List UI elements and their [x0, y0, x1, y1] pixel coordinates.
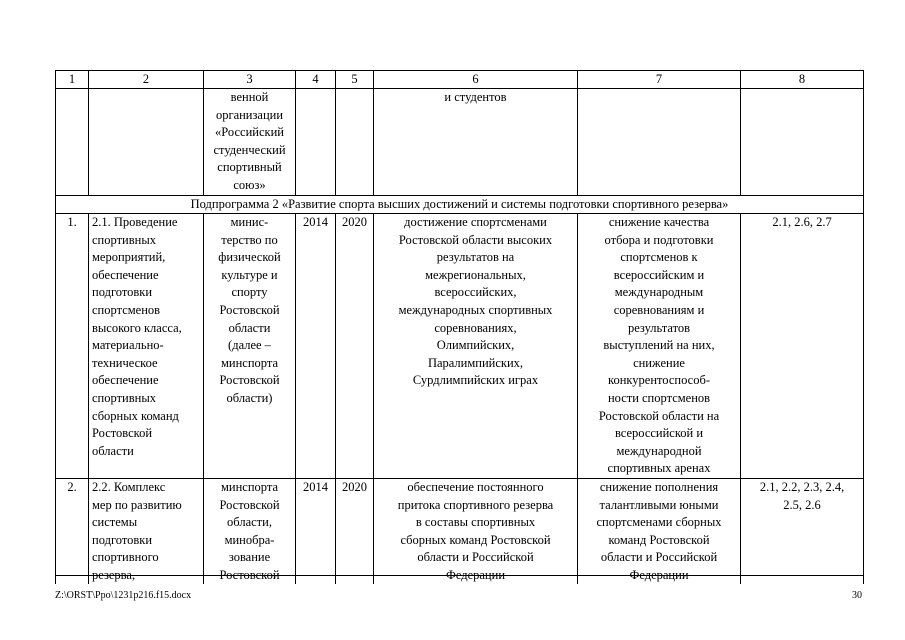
cell-line: Ростовской области высоких: [398, 232, 553, 247]
cell-line: венной: [230, 90, 269, 104]
cell-line: спортивных: [92, 232, 156, 247]
cell-line: спортивного: [92, 550, 159, 565]
header-cell: 7: [578, 71, 741, 89]
cell-line: 2.1. Проведение: [92, 215, 178, 229]
cell-line: Ростовской: [92, 426, 153, 441]
header-cell: 8: [741, 71, 864, 89]
cell-line: культуре и: [221, 267, 278, 282]
table-cell: [578, 89, 741, 196]
consequences-cell: [578, 478, 741, 584]
cell-line: области и Российской: [417, 550, 534, 565]
cell-line: международным: [614, 285, 704, 300]
cell-line: обеспечение: [92, 373, 159, 388]
table-cell: [336, 89, 374, 196]
cell-line: материально-: [92, 338, 164, 353]
cell-line: области: [228, 320, 271, 335]
table-row: [56, 478, 864, 584]
cell-line: физической: [218, 250, 281, 265]
cell-line: обеспечение: [92, 267, 159, 282]
cell-line: минспорта: [220, 479, 279, 494]
cell-line: снижение: [633, 355, 685, 370]
header-cell: 5: [336, 71, 374, 89]
cell-line: выступлений на них,: [603, 338, 715, 353]
cell-line: минис-: [230, 215, 269, 229]
cell-line: международной: [616, 443, 702, 458]
cell-line: спортивных: [92, 390, 156, 405]
cell-line: Ростовской: [219, 373, 280, 388]
table-cell: [89, 89, 204, 196]
cell-line: организации: [215, 107, 284, 122]
cell-line: 2.5, 2.6: [783, 497, 821, 512]
cell-line: области и Российской: [600, 550, 718, 565]
row-number: 2.: [56, 478, 89, 584]
cell-line: Ростовской: [219, 497, 280, 512]
result-cell: [374, 478, 578, 584]
subprogram-row: [56, 196, 864, 214]
header-row: [56, 71, 864, 89]
table-bottom-rule: [55, 575, 863, 576]
cell-line: снижение качества: [608, 215, 710, 229]
consequences-cell: [578, 214, 741, 479]
cell-line: спортивный: [217, 160, 282, 175]
cell-line: терство по: [221, 232, 278, 247]
cell-line: Ростовской: [219, 567, 280, 582]
cell-line: Сурдлимпийских играх: [412, 373, 539, 388]
cell-line: области,: [227, 515, 272, 530]
cell-line: области): [226, 390, 273, 405]
cell-line: межрегиональных,: [425, 267, 526, 282]
cell-line: результатов: [627, 320, 691, 335]
cell-line: подготовки: [92, 532, 153, 547]
cell-line: отбора и подготовки: [604, 232, 714, 247]
cell-line: системы: [92, 515, 138, 530]
cell-line: всероссийской и: [614, 426, 704, 441]
executor-cell: [204, 214, 296, 479]
subprogram-title: Подпрограмма 2 «Развитие спорта высших достижений и системы подготовки спортивного резерва»: [56, 196, 864, 214]
cell-line: 2.1, 2.6, 2.7: [772, 215, 832, 229]
event-cell: [89, 214, 204, 479]
cell-line: студенческий: [213, 142, 286, 157]
cell-line: сборных команд: [92, 408, 179, 423]
cell-line: Олимпийских,: [436, 338, 515, 353]
header-cell: 3: [204, 71, 296, 89]
executor-cell: [204, 478, 296, 584]
cell-line: Паралимпийских,: [427, 355, 524, 370]
cell-line: достижение спортсменами: [404, 215, 547, 229]
executor-cell: [204, 89, 296, 196]
cell-line: команд Ростовской: [608, 532, 710, 547]
cell-line: (далее –: [228, 338, 271, 353]
cell-line: 2.2. Комплекс: [92, 479, 166, 494]
indicators-cell: [741, 214, 864, 479]
cell-line: мер по развитию: [92, 497, 182, 512]
cell-line: зование: [228, 550, 271, 565]
cell-line: минспорта: [220, 355, 279, 370]
cell-line: спортсменов: [92, 302, 161, 317]
footer-page-number: 30: [852, 590, 862, 601]
cell-line: всероссийским и: [613, 267, 705, 282]
result-cell: [374, 89, 578, 196]
event-cell: [89, 478, 204, 584]
end-year: 2020: [336, 214, 374, 479]
cell-line: конкурентоспособ-: [608, 373, 710, 388]
cell-line: притока спортивного резерва: [397, 497, 554, 512]
cell-line: талантливыми юными: [599, 497, 719, 512]
cell-line: сборных команд Ростовской: [400, 532, 551, 547]
result-cell: [374, 214, 578, 479]
cell-line: области: [92, 443, 134, 458]
cell-line: и студентов: [444, 90, 507, 104]
cell-line: «Российский: [215, 125, 284, 140]
end-year: 2020: [336, 478, 374, 584]
cell-line: соревнованиям и: [613, 302, 705, 317]
cell-line: Ростовской: [219, 302, 280, 317]
header-cell: 1: [56, 71, 89, 89]
cell-line: союз»: [233, 177, 266, 192]
indicators-cell: [741, 478, 864, 584]
cell-line: обеспечение постоянного: [407, 479, 544, 494]
cell-line: в составы спортивных: [415, 515, 536, 530]
cell-line: Федерации: [445, 567, 506, 582]
cell-line: ности спортсменов: [607, 390, 711, 405]
cell-line: международных спортивных: [398, 302, 553, 317]
header-cell: 2: [89, 71, 204, 89]
cell-line: снижение пополнения: [599, 479, 719, 494]
cell-line: соревнованиях,: [434, 320, 517, 335]
cell-line: резерва,: [92, 567, 136, 582]
row-number: 1.: [56, 214, 89, 479]
cell-line: спортсменов к: [620, 250, 698, 265]
table-cell: [56, 89, 89, 196]
cell-line: высокого класса,: [92, 320, 182, 335]
program-table: [55, 70, 864, 584]
table-cell: [296, 89, 336, 196]
cell-line: минобра-: [224, 532, 275, 547]
start-year: 2014: [296, 478, 336, 584]
cell-line: мероприятий,: [92, 250, 166, 265]
cell-line: Ростовской области на: [598, 408, 720, 423]
cell-line: подготовки: [92, 285, 153, 300]
cell-line: 2.1, 2.2, 2.3, 2.4,: [759, 479, 845, 494]
table-row: [56, 214, 864, 479]
footer-file-path: Z:\ORST\Ppo\1231p216.f15.docx: [55, 590, 192, 601]
cell-line: спортсменами сборных: [596, 515, 722, 530]
cell-line: техническое: [92, 355, 158, 370]
cell-line: спортивных аренах: [607, 461, 711, 476]
cell-line: спорту: [231, 285, 268, 300]
table-cell: [741, 89, 864, 196]
cell-line: всероссийских,: [434, 285, 517, 300]
cell-line: Федерации: [629, 567, 689, 582]
header-cell: 4: [296, 71, 336, 89]
header-cell: 6: [374, 71, 578, 89]
start-year: 2014: [296, 214, 336, 479]
continuation-row: [56, 89, 864, 196]
cell-line: результатов на: [436, 250, 515, 265]
